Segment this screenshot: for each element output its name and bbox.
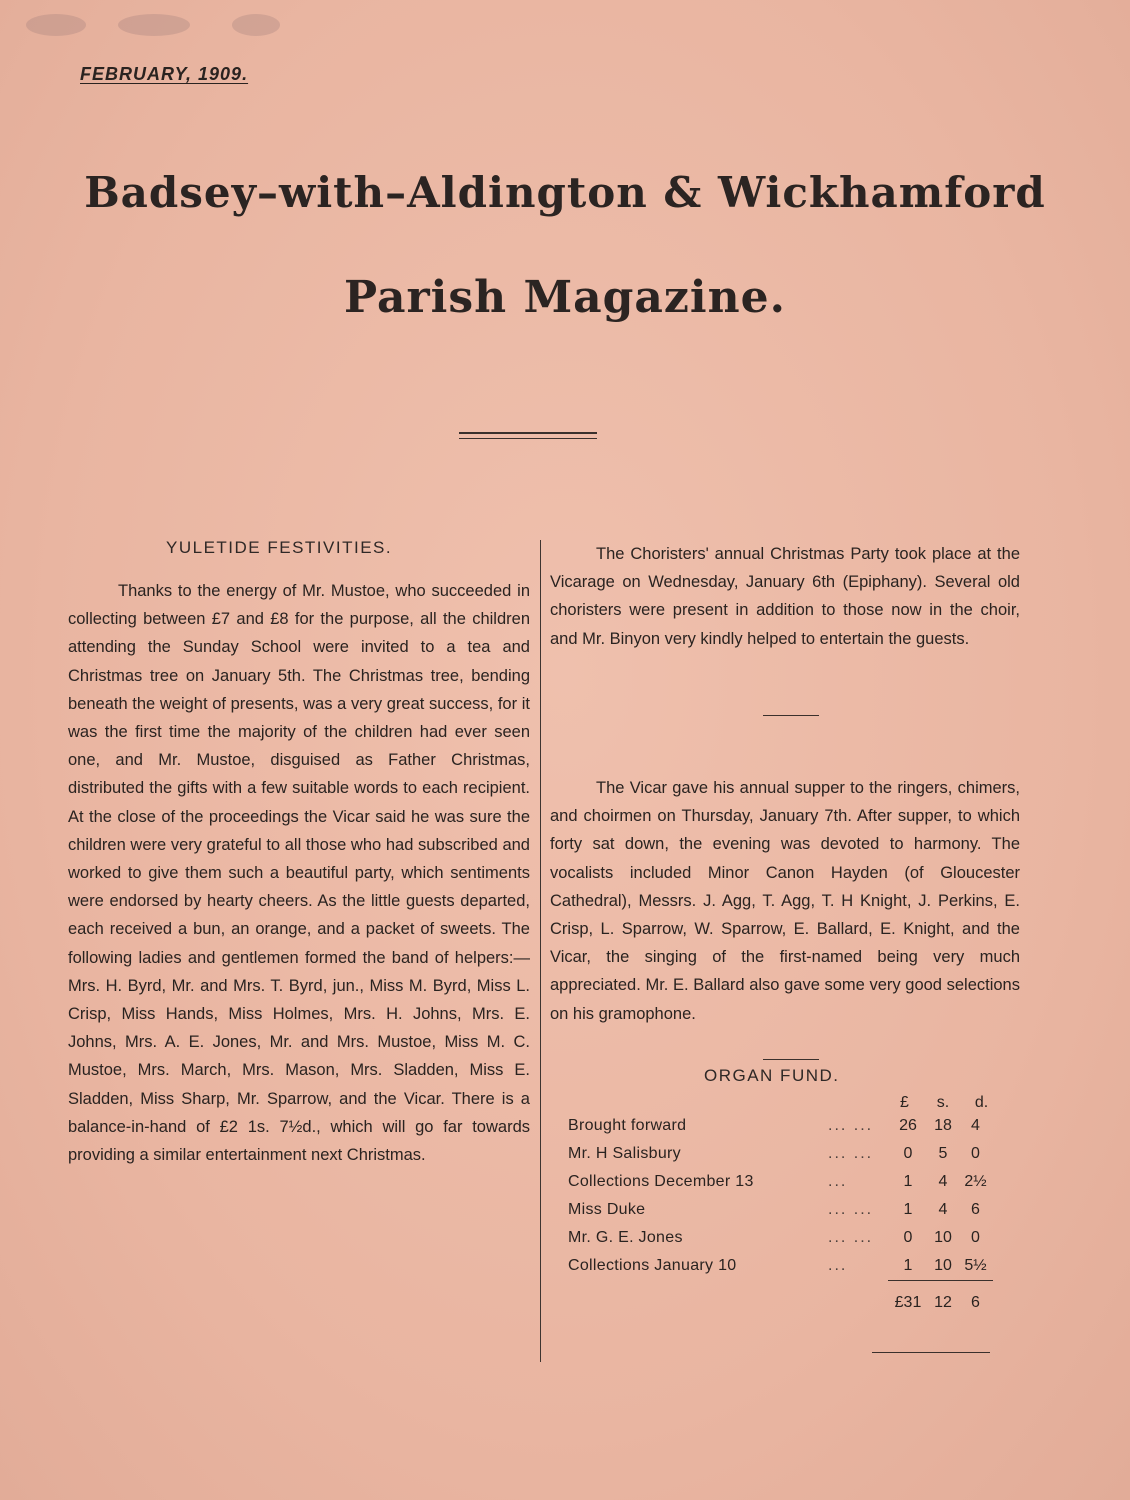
total-underline <box>872 1352 990 1353</box>
pounds-value: 0 <box>903 1229 913 1246</box>
pounds-value: 1 <box>903 1173 913 1190</box>
pence-value: 5½ <box>964 1257 987 1274</box>
table-row <box>568 1168 993 1196</box>
entry-label: Mr. H Salisbury <box>568 1145 681 1162</box>
total-row <box>568 1281 993 1322</box>
leader-dots: ... ... <box>828 1201 874 1218</box>
entry-label: Mr. G. E. Jones <box>568 1229 683 1246</box>
page-smudge <box>118 14 190 36</box>
pounds-value: 26 <box>899 1117 917 1134</box>
currency-units <box>888 1094 998 1112</box>
pence-value: 2½ <box>964 1173 987 1190</box>
shillings-value: 5 <box>938 1145 948 1162</box>
total-shillings: 12 <box>928 1281 958 1322</box>
shillings-unit: s. <box>936 1094 950 1111</box>
pence-value: 0 <box>971 1145 980 1162</box>
column-divider <box>540 540 541 1362</box>
table-row <box>568 1140 993 1168</box>
section-separator <box>763 715 819 716</box>
page-smudge <box>26 14 86 36</box>
pence-value: 0 <box>971 1229 980 1246</box>
entry-label: Miss Duke <box>568 1201 646 1218</box>
pounds-value: 1 <box>903 1257 913 1274</box>
page-smudge <box>232 14 280 36</box>
supper-paragraph: The Vicar gave his annual supper to the ringers, chimers, and choirmen on Thursday, January 7th. After supper, to which forty sat down, the evening was devoted to harmony. The vocalists included Minor Canon Hayden (of Gloucester Cathedral), Messrs. J. Agg, T. Agg, T. H Knight, J. Perkins, E. Crisp, L. Sparrow, W. Sparrow, E. Ballard, E. Knight, and the Vicar, the singing of the first-named being very much appreciated. Mr. E. Ballard also gave some very good selections on his gramophone. <box>550 779 1020 1023</box>
yuletide-paragraph: Thanks to the energy of Mr. Mustoe, who succeeded in collecting between £7 and £8 for the purpose, all the children attending the Sunday School were invited to a tea and Christmas tree on January 5th. The Christmas tree, bending beneath the weight of presents, was a very great success, for it was the first time the majority of the children had ever seen one, and Mr. Mustoe, disguised as Father Christmas, distributed the gifts with a few suitable words to each recipient. At the close of the proceedings the Vicar said he was sure the children were very grateful to all those who had subscribed and worked to give them such a beautiful party, which sentiments were endorsed by hearty cheers. As the little guests departed, each received a bun, an orange, and a packet of sweets. The following ladies and gentlemen formed the band of helpers:—Mrs. H. Byrd, Mr. and Mrs. T. Byrd, jun., Miss M. Byrd, Miss L. Crisp, Miss Hands, Miss Holmes, Mrs. H. Johns, Mrs. E. Johns, Mrs. A. E. Jones, Mr. and Mrs. Mustoe, Miss M. C. Mustoe, Mrs. March, Mrs. Mason, Mrs. Sladden, Miss E. Sladden, Miss Sharp, Mr. Sparrow, and the Vicar. There is a balance-in-hand of £2 1s. 7½d., which will go far towards providing a similar entertainment next Christmas. <box>68 582 530 1165</box>
shillings-value: 10 <box>934 1229 952 1246</box>
table-row <box>568 1112 993 1140</box>
shillings-value: 4 <box>938 1201 948 1218</box>
title-double-rule <box>459 432 597 439</box>
pounds-value: 0 <box>903 1145 913 1162</box>
organ-fund-table <box>568 1112 993 1321</box>
choristers-paragraph: The Choristers' annual Christmas Party took place at the Vicarage on Wednesday, January 6th (Epiphany). Several old choristers were present in addition to those now in the choir, and Mr. Binyon very kindly helped to entertain the guests. <box>550 545 1020 648</box>
organ-fund-heading: ORGAN FUND. <box>704 1066 840 1085</box>
shillings-value: 4 <box>938 1173 948 1190</box>
masthead-subtitle: Parish Magazine. <box>344 272 786 323</box>
pounds-unit: £ <box>900 1094 909 1111</box>
entry-label: Brought forward <box>568 1117 687 1134</box>
total-pounds: £31 <box>888 1281 928 1322</box>
leader-dots: ... <box>828 1173 848 1190</box>
yuletide-heading: YULETIDE FESTIVITIES. <box>166 538 393 557</box>
total-pence: 6 <box>958 1281 993 1322</box>
leader-dots: ... ... <box>828 1117 874 1134</box>
masthead-title: Badsey–with–Aldington & Wickhamford <box>84 168 1046 217</box>
issue-date: FEBRUARY, 1909. <box>80 64 249 84</box>
table-row <box>568 1224 993 1252</box>
pounds-value: 1 <box>903 1201 913 1218</box>
pence-value: 4 <box>971 1117 980 1134</box>
shillings-value: 10 <box>934 1257 952 1274</box>
entry-label: Collections December 13 <box>568 1173 754 1190</box>
entry-label: Collections January 10 <box>568 1257 737 1275</box>
shillings-value: 18 <box>934 1117 952 1134</box>
pence-unit: d. <box>974 1094 989 1111</box>
table-row <box>568 1196 993 1224</box>
leader-dots: ... <box>828 1257 848 1275</box>
table-row <box>568 1252 993 1281</box>
pence-value: 6 <box>971 1201 980 1218</box>
leader-dots: ... ... <box>828 1145 874 1162</box>
leader-dots: ... ... <box>828 1229 874 1246</box>
section-separator <box>763 1059 819 1060</box>
